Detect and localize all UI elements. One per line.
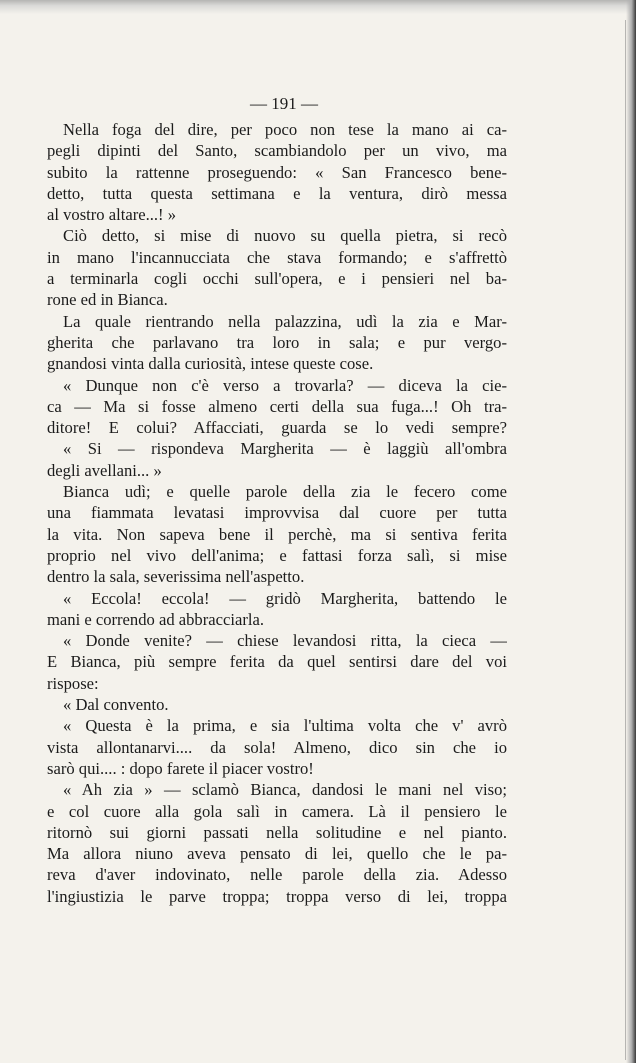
text-line: reva d'aver indovinato, nelle parole della zia. Adesso [47,865,507,885]
book-page [47,93,507,907]
text-line: a terminarla cogli occhi sull'opera, e i pensieri nel ba- [47,269,507,289]
text-line: l'ingiustizia le parve troppa; troppa verso di lei, troppa [47,886,507,906]
scan-shadow-top [0,0,636,14]
page-number: — 191 — [250,94,318,113]
text-line: sarò qui.... : dopo farete il piacer vostro! [47,758,314,778]
text-line: « Dunque non c'è verso a trovarla? — diceva la cie- [63,375,507,395]
text-line: pegli dipinti del Santo, scambiandolo per un vivo, ma [47,141,507,161]
text-line: gnandosi vinta dalla curiosità, intese queste cose. [47,354,374,374]
text-line: e col cuore alla gola salì in camera. Là il pensiero le [47,801,507,821]
text-line: ditore! E colui? Affacciati, guarda se lo vedi sempre? [47,418,507,438]
text-line: ritornò sui giorni passati nella solitudine e nel pianto. [47,822,507,842]
text-line: al vostro altare...! » [47,205,177,225]
text-line: degli avellani... » [47,460,162,480]
text-line: subito la rattenne proseguendo: « San Francesco bene- [47,162,507,182]
text-line: E Bianca, più sempre ferita da quel sentirsi dare del voi [47,652,507,672]
text-line: gherita che parlavano tra loro in sala; e pur vergo- [47,332,507,352]
text-line: La quale rientrando nella palazzina, udì la zia e Mar- [63,311,507,331]
text-line: Ma allora niuno aveva pensato di lei, quello che le pa- [47,844,507,864]
text-line: dentro la sala, severissima nell'aspetto. [47,567,305,587]
text-line: « Dal convento. [63,695,169,715]
text-line: « Questa è la prima, e sia l'ultima volta che v' avrò [63,716,507,736]
text-line: una fiammata levatasi improvvisa dal cuore per tutta [47,503,507,523]
text-line: detto, tutta questa settimana e la ventura, dirò messa [47,183,507,203]
text-line: « Si — rispondeva Margherita — è laggiù all'ombra [63,439,507,459]
text-line: « Donde venite? — chiese levandosi ritta, la cieca — [63,631,507,651]
text-line: Nella foga del dire, per poco non tese la mano ai ca- [63,120,507,139]
text-line: mani e correndo ad abbracciarla. [47,609,264,629]
body-text [47,119,507,907]
text-line: « Ah zia » — sclamò Bianca, dandosi le mani nel viso; [63,780,507,800]
text-line: Bianca udì; e quelle parole della zia le fecero come [63,482,507,502]
text-line: « Eccola! eccola! — gridò Margherita, battendo le [63,588,507,608]
text-line: vista allontanarvi.... da sola! Almeno, dico sin che io [47,737,507,757]
text-line: ca — Ma si fosse almeno certi della sua fuga...! Oh tra- [47,396,507,416]
text-line: la vita. Non sapeva bene il perchè, ma si sentiva ferita [47,524,507,544]
binding-gutter [626,0,636,1063]
text-line: rone ed in Bianca. [47,290,168,310]
text-line: Ciò detto, si mise di nuovo su quella pietra, si recò [63,226,507,246]
text-line: in mano l'incannucciata che stava formando; e s'affrettò [47,247,507,267]
text-line: proprio nel vivo dell'anima; e fattasi forza salì, si mise [47,545,507,565]
text-line: rispose: [47,673,99,693]
